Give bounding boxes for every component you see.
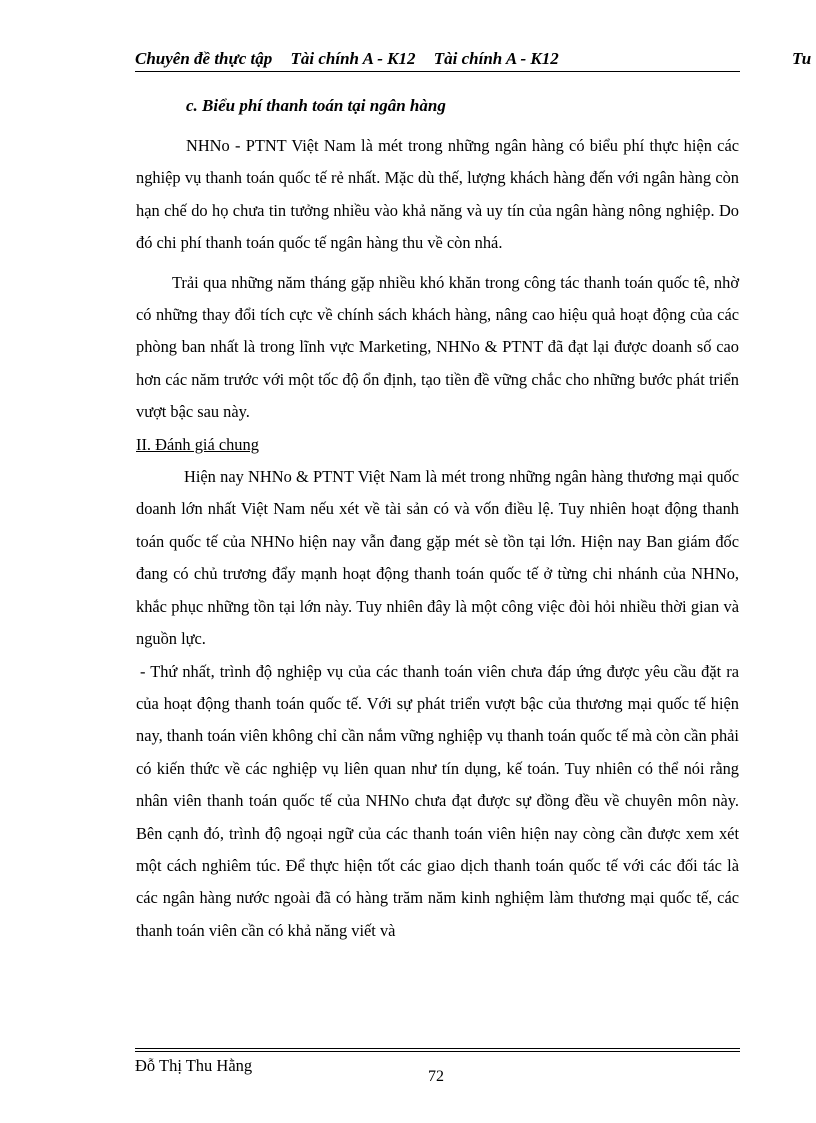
paragraph-fee-schedule: NHNo - PTNT Việt Nam là mét trong những ngân hàng có biểu phí thực hiện các nghiệp vụ thanh toán quốc tế rẻ nhất. Mặc dù thế, lượng khách hàng đến với ngân hàng còn hạn chế do họ chưa tin tưởng nhiều vào khả năng và uy tín của ngân hàng nông nghiệp. Do đó chi phí thanh toán quốc tế ngân hàng thu về còn nhá. (136, 136, 739, 253)
paragraph-overview: Hiện nay NHNo & PTNT Việt Nam là mét trong những ngân hàng thương mại quốc doanh lớn nhất Việt Nam nếu xét về tài sản có và vốn điều lệ. Tuy nhiên hoạt động thanh toán quốc tế của NHNo hiện nay vẫn đang gặp mét sè tồn tại lớn. Hiện nay Ban giám đốc đang có chủ trương đẩy mạnh hoạt động thanh toán quốc tế ở từng chi nhánh của NHNo, khắc phục những tồn tại lớn này. Tuy nhiên đây là một công việc đòi hỏi nhiều thời gian và nguồn lực. (136, 467, 739, 649)
header-class-1: Tài chính A - K12 (290, 49, 416, 68)
footer-divider-secondary (135, 1051, 740, 1052)
header-truncated-text: Tu (792, 49, 812, 68)
footer-divider (135, 1048, 740, 1049)
page-number: 72 (428, 1068, 444, 1085)
paragraph-achievements: Trải qua những năm tháng gặp nhiều khó khăn trong công tác thanh toán quốc tê, nhờ có những thay đổi tích cực về chính sách khách hàng, nâng cao hiệu quả hoạt động của các phòng ban nhất là trong lĩnh vực Marketing, NHNo & PTNT đã đạt lại được doanh số cao hơn các năm trước với một tốc độ ổn định, tạo tiền đề vững chắc cho những bước phát triển vượt bậc sau này. (136, 272, 739, 422)
body-text (136, 130, 739, 947)
paragraph-first-issue: - Thứ nhất, trình độ nghiệp vụ của các thanh toán viên chưa đáp ứng được yêu cầu đặt ra của hoạt động thanh toán quốc tế. Với sự phát triển vượt bậc của thương mại quốc tế hiện nay, thanh toán viên không chỉ cần nắm vững nghiệp vụ thanh toán quốc tế mà còn cần phải có kiến thức về các nghiệp vụ liên quan như tín dụng, kế toán. Tuy nhiên có thể nói rằng nhân viên thanh toán quốc tế của NHNo chưa đạt được sự đồng đều về chuyên môn này. Bên cạnh đó, trình độ ngoại ngữ của các thanh toán viên hiện nay còng cần được xem xét một cách nghiêm túc. Để thực hiện tốt các giao dịch thanh toán quốc tế với các đối tác là các ngân hàng nước ngoài đã có hàng trăm năm kinh nghiệm làm thương mại quốc tế, các thanh toán viên cần có khả năng viết và (136, 661, 739, 940)
header-class-2: Tài chính A - K12 (433, 49, 559, 68)
subsection-heading: c. Biểu phí thanh toán tại ngân hàng (186, 96, 446, 115)
header-title: Chuyên đề thực tập (135, 49, 273, 68)
author-name: Đỗ Thị Thu Hằng (135, 1056, 253, 1075)
header-divider (135, 71, 740, 72)
running-header (135, 47, 816, 71)
section-heading: II. Đánh giá chung (136, 434, 259, 454)
